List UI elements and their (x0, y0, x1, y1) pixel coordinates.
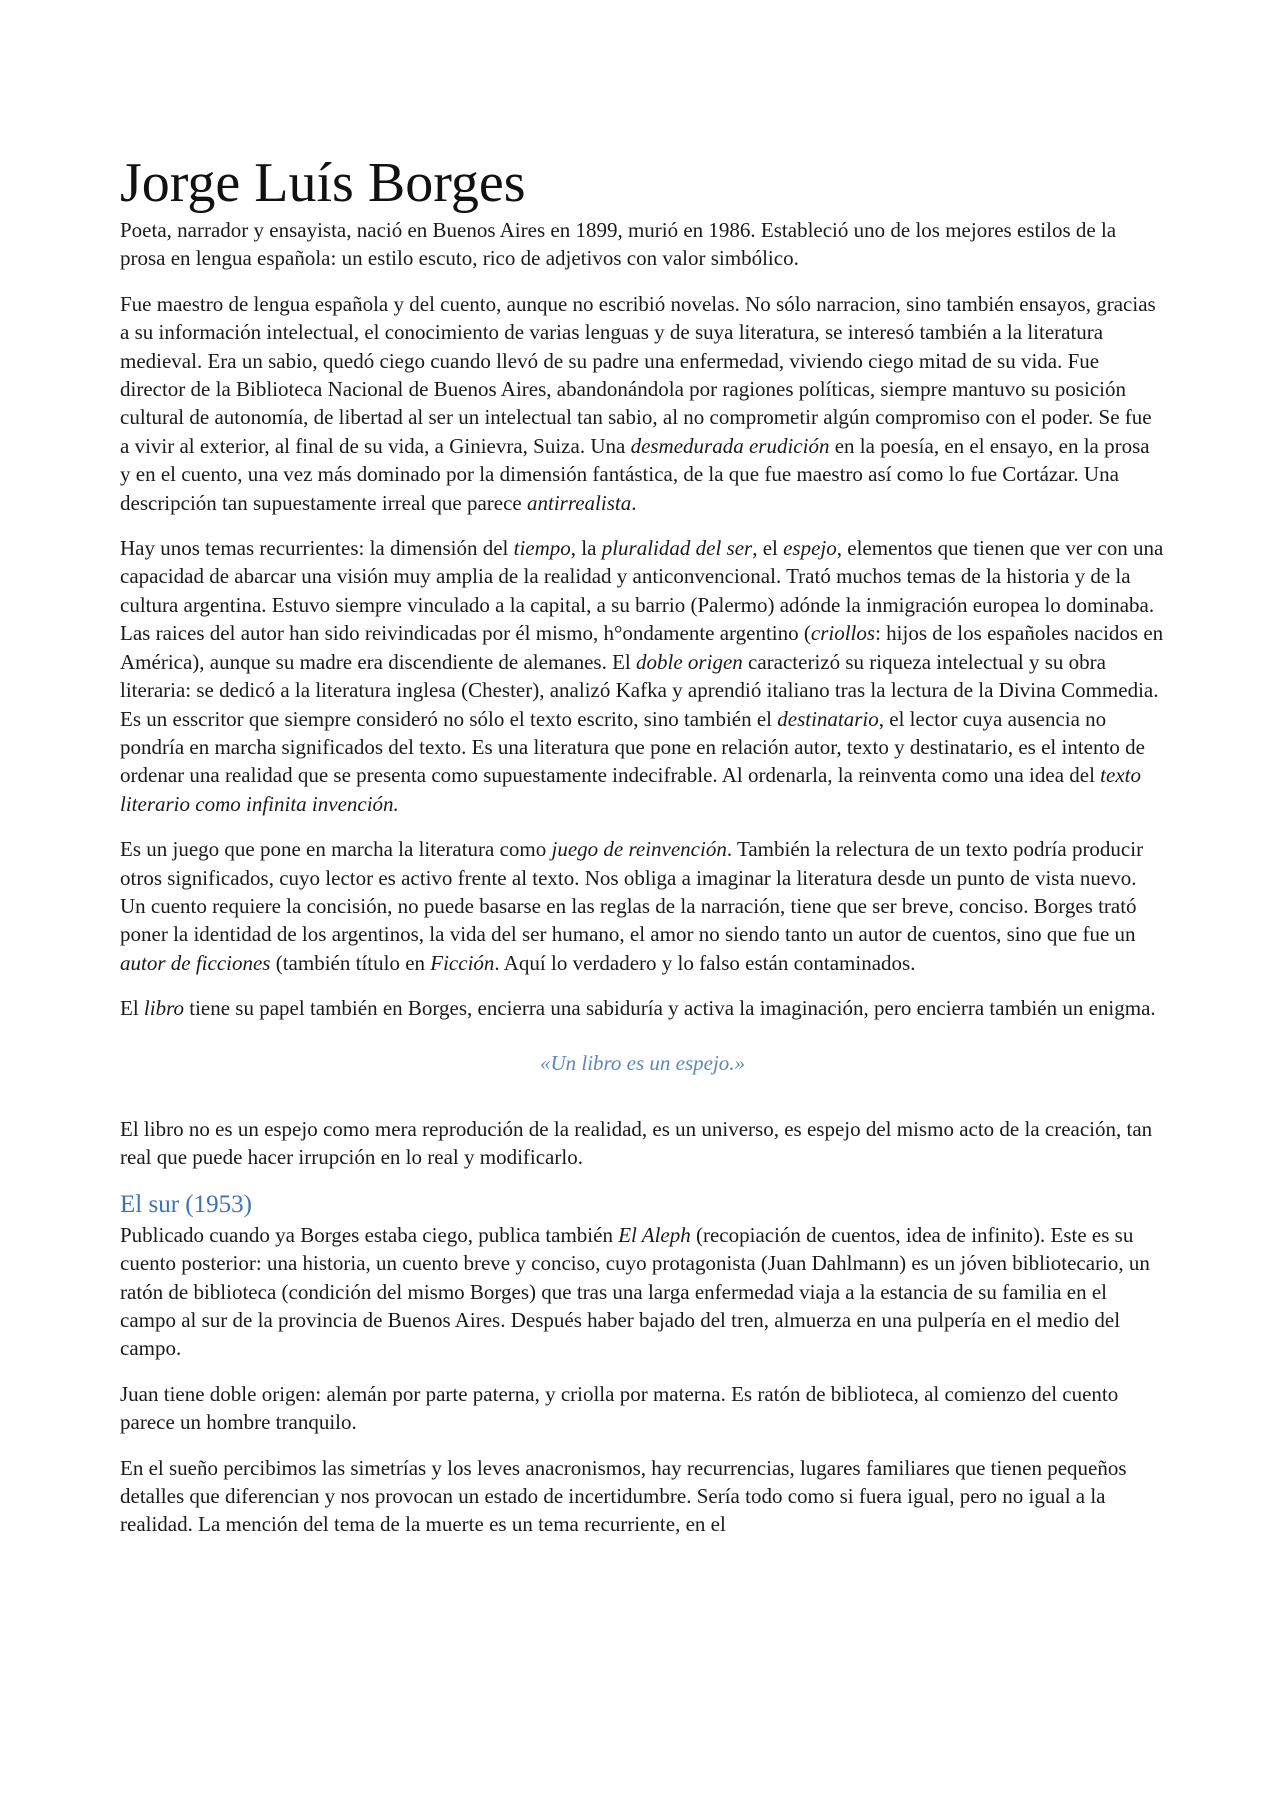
document-page (120, 150, 1165, 1556)
paragraph-juan: Juan tiene doble origen: alemán por parte paterna, y criolla por materna. Es ratón de biblioteca, al comienzo del cuento parece un hombre tranquilo. (120, 1381, 1119, 1435)
paragraph-intro: Poeta, narrador y ensayista, nació en Buenos Aires en 1899, murió en 1986. Estableció uno de los mejores estilos de la prosa en lengua española: un estilo escuto, rico de adjetivos con valor simbólico. (120, 218, 1117, 271)
paragraph-dream: En el sueño percibimos las simetrías y los leves anacronismos, hay recurrencias, lugares familiares que tienen pequeños detalles que diferencian y nos provocan un estado de incertidumbre. Sería todo como si fuera igual, pero no igual a la realidad. La mención del tema de la muerte es un tema recurriente, en el (120, 1455, 1127, 1537)
section-title: El sur (1953) (120, 1190, 252, 1218)
paragraph-mirror: El libro no es un espejo como mera reprodución de la realidad, es un universo, es espejo del mismo acto de la creación, tan real que puede hacer irrupción en lo real y modificarlo. (120, 1116, 1153, 1170)
paragraph-el-sur: Publicado cuando ya Borges estaba ciego, publica también El Aleph (recopiación de cuentos, idea de infinito). Este es su cuento posterior: una historia, un cuento breve y conciso, cuyo protagonista (Juan Dahlmann) es un jóven bibliotecario, un ratón de biblioteca (condición del mismo Borges) que tras una larga enfermedad viaja a la estancia de su familia en el campo al sur de la provincia de Buenos Aires. Después haber bajado del tren, almuerza en una pulpería en el medio del campo. (120, 1222, 1150, 1361)
page-title: Jorge Luís Borges (120, 152, 526, 214)
quote: «Un libro es un espejo.» (539, 1050, 746, 1075)
paragraph-biography: Fue maestro de lengua española y del cuento, aunque no escribió novelas. No sólo narracion, sino también ensayos, gracias a su información intelectual, el conocimiento de varias lenguas y de suya literatura, se interesó también a la literatura medieval. Era un sabio, quedó ciego cuando llevó de su padre una enfermedad, viviendo ciego mitad de su vida. Fue director de la Biblioteca Nacional de Buenos Aires, abandonándola por ragiones políticas, siempre mantuvo su posición cultural de autonomía, de libertad al ser un intelectual tan sabio, al no comprometir algún compromiso con el poder. Se fue a vivir al exterior, al final de su vida, a Ginievra, Suiza. Una desmedurada erudición en la poesía, en el ensayo, en la prosa y en el cuento, una vez más dominado por la dimensión fantástica, de la que fue maestro así como lo fue Cortázar. Una descripción tan supuestamente irreal que parece antirrealista. (120, 291, 1156, 515)
paragraph-reinvention: Es un juego que pone en marcha la literatura como juego de reinvención. También la relectura de un texto podría producir otros significados, cuyo lector es activo frente al texto. Nos obliga a imaginar la literatura desde un punto de vista nuevo. Un cuento requiere la concisión, no puede basarse en las reglas de la narración, tiene que ser breve, conciso. Borges trató poner la identidad de los argentinos, la vida del ser humano, el amor no siendo tanto un autor de cuentos, sino que fue un autor de ficciones (también título en Ficción. Aquí lo verdadero y lo falso están contaminados. (120, 837, 1144, 975)
paragraph-themes: Hay unos temas recurrientes: la dimensión del tiempo, la pluralidad del ser, el espejo, elementos que tienen que ver con una capacidad de abarcar una visión muy amplia de la realidad y anticonvencional. Trató muchos temas de la historia y de la cultura argentina. Estuvo siempre vinculado a la capital, a su barrio (Palermo) adónde la inmigración europea lo dominaba. Las raices del autor han sido reivindicadas por él mismo, h°ondamente argentino (criollos: hijos de los españoles nacidos en América), aunque su madre era discendiente de alemanes. El doble origen caracterizó su riqueza intelectual y su obra literaria: se dedicó a la literatura inglesa (Chester), analizó Kafka y aprendió italiano tras la lectura de la Divina Commedia. Es un esscritor que siempre consideró no sólo el texto escrito, sino también el destinatario, el lector cuya ausencia no pondría en marcha significados del texto. Es una literatura que pone en relación autor, texto y destinatario, es el intento de ordenar una realidad que se presenta como supuestamente indecifrable. Al ordenarla, la reinventa como una idea del texto literario como infinita invención. (120, 536, 1164, 816)
paragraph-book: El libro tiene su papel también en Borges, encierra una sabiduría y activa la imaginación, pero encierra también un enigma. (120, 996, 1156, 1021)
